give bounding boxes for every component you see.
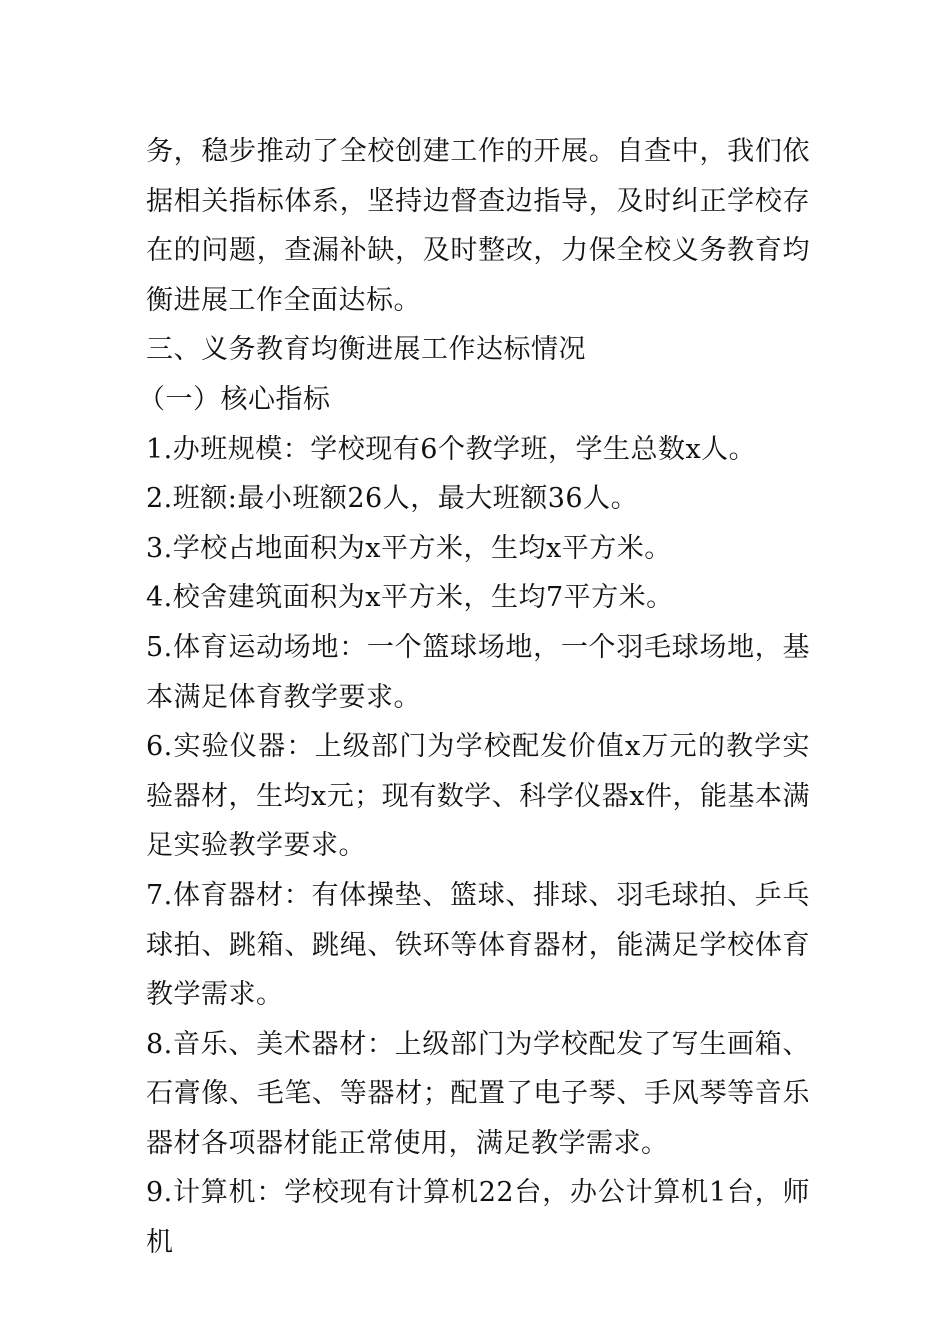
list-item-5: 5.体育运动场地：一个篮球场地，一个羽毛球场地，基本满足体育教学要求。 [146, 631, 810, 713]
list-item-1: 1.办班规模：学校现有6个教学班，学生总数x人。 [146, 433, 757, 465]
intro-paragraph: 务，稳步推动了全校创建工作的开展。自查中，我们依据相关指标体系，坚持边督查边指导，及时纠正学校存在的问题，查漏补缺，及时整改，力保全校义务教育均衡进展工作全面达标。 [146, 136, 810, 316]
list-item-2: 2.班额:最小班额26人，最大班额36人。 [146, 483, 639, 515]
document-body [138, 127, 810, 1268]
list-item-8: 8.音乐、美术器材：上级部门为学校配发了写生画箱、石膏像、毛笔、等器材；配置了电子琴、手风琴等音乐器材各项器材能正常使用，满足教学需求。 [146, 1028, 810, 1159]
list-item-3: 3.学校占地面积为x平方米，生均x平方米。 [146, 532, 672, 564]
list-item-4: 4.校舍建筑面积为x平方米，生均7平方米。 [146, 582, 674, 614]
list-item-7: 7.体育器材：有体操垫、篮球、排球、羽毛球拍、乒乓球拍、跳箱、跳绳、铁环等体育器材，能满足学校体育教学需求。 [146, 879, 810, 1011]
list-item-6: 6.实验仪器：上级部门为学校配发价值x万元的教学实验器材，生均x元；现有数学、科学仪器x件，能基本满足实验教学要求。 [146, 731, 810, 862]
list-item-9: 9.计算机：学校现有计算机22台，办公计算机1台，师机 [146, 1177, 810, 1259]
section-heading: 三、义务教育均衡进展工作达标情况 [146, 334, 586, 366]
subsection-heading: （一）核心指标 [138, 383, 331, 415]
